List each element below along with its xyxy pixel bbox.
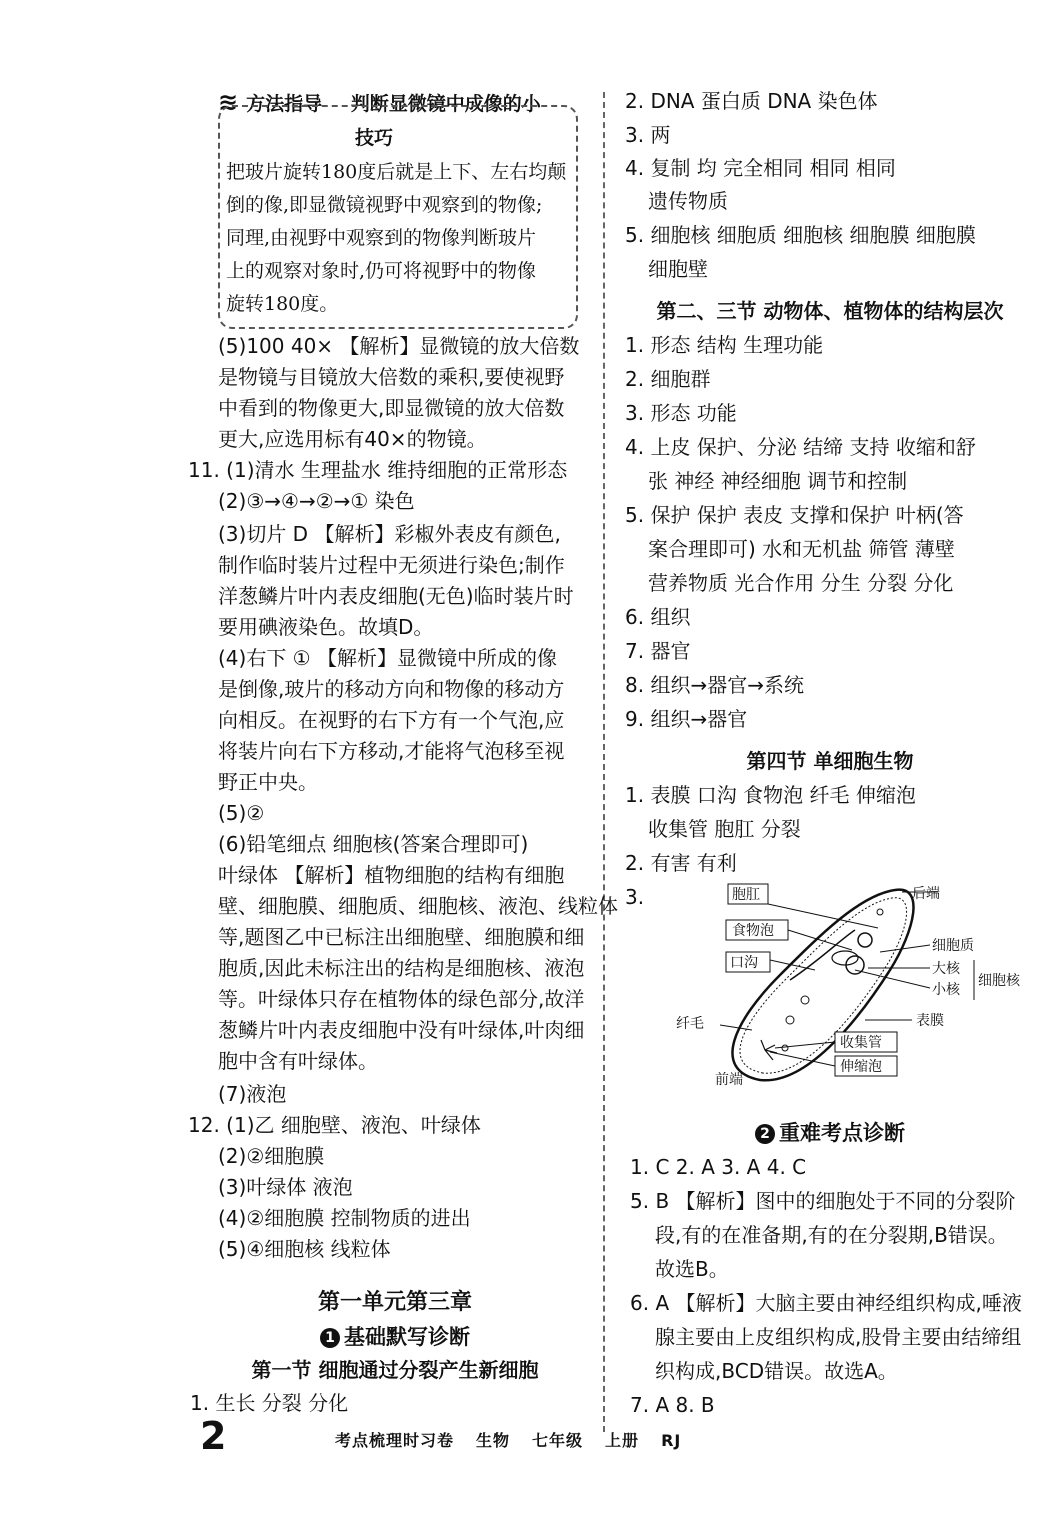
answer-line: 更大,应选用标有40×的物镜。 — [218, 427, 487, 451]
answer-line: 6. 组织 — [625, 605, 691, 629]
answer-line: 胞中含有叶绿体。 — [218, 1049, 378, 1073]
section-title: 1 基础默写诊断 — [190, 1322, 600, 1352]
answer-line: (4)②细胞膜 控制物质的进出 — [218, 1206, 471, 1230]
section-title: 2 重难考点诊断 — [620, 1118, 1040, 1148]
tip-line: 把玻片旋转180度后就是上下、左右均颠 — [226, 161, 567, 183]
answer-line: 向相反。在视野的右下方有一个气泡,应 — [218, 708, 565, 732]
label-food-vacuole: 食物泡 — [732, 923, 774, 939]
answer-line: (5)② — [218, 801, 265, 825]
answer-line: 5. 细胞核 细胞质 细胞核 细胞膜 细胞膜 — [625, 223, 976, 247]
answer-line: 案合理即可) 水和无机盐 筛管 薄壁 — [648, 537, 955, 561]
answer-line: 织构成,BCD错误。故选A。 — [655, 1359, 898, 1383]
lesson-title: 第二、三节 动物体、植物体的结构层次 — [656, 299, 1004, 323]
label-pellicle: 表膜 — [916, 1013, 944, 1029]
answer-line: 3. 两 — [625, 123, 671, 147]
tip-line: 旋转180度。 — [226, 293, 339, 315]
answer-line: 洋葱鳞片叶内表皮细胞(无色)临时装片时 — [218, 584, 574, 608]
answer-line: 2. 有害 有利 — [625, 851, 737, 875]
answer-line: 2. DNA 蛋白质 DNA 染色体 — [625, 89, 878, 113]
answer-line: 葱鳞片叶内表皮细胞中没有叶绿体,叶肉细 — [218, 1018, 585, 1042]
lesson-title: 第四节 单细胞生物 — [746, 749, 914, 773]
footer-subject: 生物 — [476, 1431, 511, 1450]
label-micronucleus: 小核 — [932, 982, 960, 998]
footer-grade: 七年级 — [532, 1431, 584, 1450]
answer-line: (2)②细胞膜 — [218, 1144, 325, 1168]
section-number-badge: 2 — [755, 1124, 775, 1144]
tip-line: 上的观察对象时,仍可将视野中的物像 — [226, 260, 537, 282]
answer-line: (5)100 40× 【解析】显微镜的放大倍数 — [218, 334, 580, 358]
answer-line: (4)右下 ① 【解析】显微镜中所成的像 — [218, 646, 557, 670]
answer-line: 1. C 2. A 3. A 4. C — [630, 1155, 807, 1179]
answer-line: 腺主要由上皮组织构成,股骨主要由结缔组 — [655, 1325, 1022, 1349]
answer-line: 8. 组织→器官→系统 — [625, 673, 804, 697]
answer-line: 野正中央。 — [218, 770, 318, 794]
answer-line: 1. 表膜 口沟 食物泡 纤毛 伸缩泡 — [625, 783, 916, 807]
answer-line: (3)切片 D 【解析】彩椒外表皮有颜色, — [218, 522, 561, 546]
answer-line: 壁、细胞膜、细胞质、细胞核、液泡、线粒体 — [218, 894, 618, 918]
answer-line: 2. 细胞群 — [625, 367, 711, 391]
answer-line: 细胞壁 — [648, 257, 708, 281]
answer-line: 等,题图乙中已标注出细胞壁、细胞膜和细 — [218, 925, 585, 949]
answer-line: 中看到的物像更大,即显微镜的放大倍数 — [218, 396, 565, 420]
unit-title: 第一单元第三章 — [317, 1290, 472, 1315]
page-number: 2 — [200, 1414, 227, 1458]
answer-line: 营养物质 光合作用 分生 分裂 分化 — [648, 571, 954, 595]
tip-label: 方法指导 — [246, 93, 323, 115]
answer-line: 5. 保护 保护 表皮 支撑和保护 叶柄(答 — [625, 503, 964, 527]
answer-line: 1. 生长 分裂 分化 — [190, 1391, 349, 1415]
answer-line: (6)铅笔细点 细胞核(答案合理即可) — [218, 832, 529, 856]
footer — [335, 1428, 703, 1451]
answer-line: 是倒像,玻片的移动方向和物像的移动方 — [218, 677, 565, 701]
answer-line: (3)叶绿体 液泡 — [218, 1175, 353, 1199]
answer-line: 将装片向右下方移动,才能将气泡移至视 — [218, 739, 565, 763]
tip-title-cont: 技巧 — [355, 127, 394, 149]
answer-line: 张 神经 神经细胞 调节和控制 — [648, 469, 908, 493]
footer-series: 考点梳理时习卷 — [335, 1431, 455, 1450]
answer-line: 遗传物质 — [648, 189, 728, 213]
column-divider — [603, 92, 605, 1432]
answer-line: 4. 上皮 保护、分泌 结缔 支持 收缩和舒 — [625, 435, 976, 459]
label-oral-groove: 口沟 — [730, 955, 758, 971]
tip-line: 同理,由视野中观察到的物像判断玻片 — [226, 227, 537, 249]
label-front: 前端 — [715, 1072, 743, 1088]
answer-line: 等。叶绿体只存在植物体的绿色部分,故洋 — [218, 987, 585, 1011]
answer-line: 11. (1)清水 生理盐水 维持细胞的正常形态 — [188, 458, 568, 482]
label-rear: 后端 — [912, 886, 940, 902]
label-cytoplasm: 细胞质 — [932, 938, 974, 954]
answer-line: (5)④细胞核 线粒体 — [218, 1237, 391, 1261]
lesson-title: 第一节 细胞通过分裂产生新细胞 — [251, 1358, 539, 1382]
answer-line: 5. B 【解析】图中的细胞处于不同的分裂阶 — [630, 1189, 1016, 1213]
answer-line: 4. 复制 均 完全相同 相同 相同 — [625, 156, 896, 180]
answer-line: 段,有的在准备期,有的在分裂期,B错误。 — [655, 1223, 1008, 1247]
answer-line: 9. 组织→器官 — [625, 707, 748, 731]
answer-line: 是物镜与目镜放大倍数的乘积,要使视野 — [218, 365, 565, 389]
answer-line: 胞质,因此未标注出的结构是细胞核、液泡 — [218, 956, 585, 980]
answer-line: 要用碘液染色。故填D。 — [218, 615, 434, 639]
label-anus: 胞肛 — [732, 887, 760, 903]
answer-line: 制作临时装片过程中无须进行染色;制作 — [218, 553, 565, 577]
label-nucleus: 细胞核 — [978, 973, 1020, 989]
answer-line: 收集管 胞肛 分裂 — [648, 817, 801, 841]
wave-icon: ≋ — [218, 88, 239, 116]
answer-line: 故选B。 — [655, 1257, 729, 1281]
tip-line: 倒的像,即显微镜视野中观察到的物像; — [226, 194, 543, 216]
tip-title: 判断显微镜中成像的小 — [350, 93, 541, 115]
label-contractile-vacuole: 伸缩泡 — [840, 1059, 882, 1075]
footer-edition: RJ — [661, 1431, 682, 1450]
label-macronucleus: 大核 — [932, 961, 960, 977]
section-number-badge: 1 — [320, 1328, 340, 1348]
answer-line: 12. (1)乙 细胞壁、液泡、叶绿体 — [188, 1113, 481, 1137]
answer-line: 3. — [625, 885, 645, 909]
label-collecting-canal: 收集管 — [840, 1035, 882, 1051]
answer-line: 7. A 8. B — [630, 1393, 715, 1417]
answer-line: 6. A 【解析】大脑主要由神经组织构成,唾液 — [630, 1291, 1022, 1315]
answer-line: (7)液泡 — [218, 1082, 287, 1106]
footer-volume: 上册 — [605, 1431, 640, 1450]
answer-line: 7. 器官 — [625, 639, 691, 663]
answer-line: 1. 形态 结构 生理功能 — [625, 333, 824, 357]
label-cilia: 纤毛 — [676, 1016, 704, 1032]
answer-line: 3. 形态 功能 — [625, 401, 737, 425]
paramecium-diagram — [640, 870, 1040, 1100]
answer-line: (2)③→④→②→① 染色 — [218, 489, 415, 513]
answer-line: 叶绿体 【解析】植物细胞的结构有细胞 — [218, 863, 565, 887]
